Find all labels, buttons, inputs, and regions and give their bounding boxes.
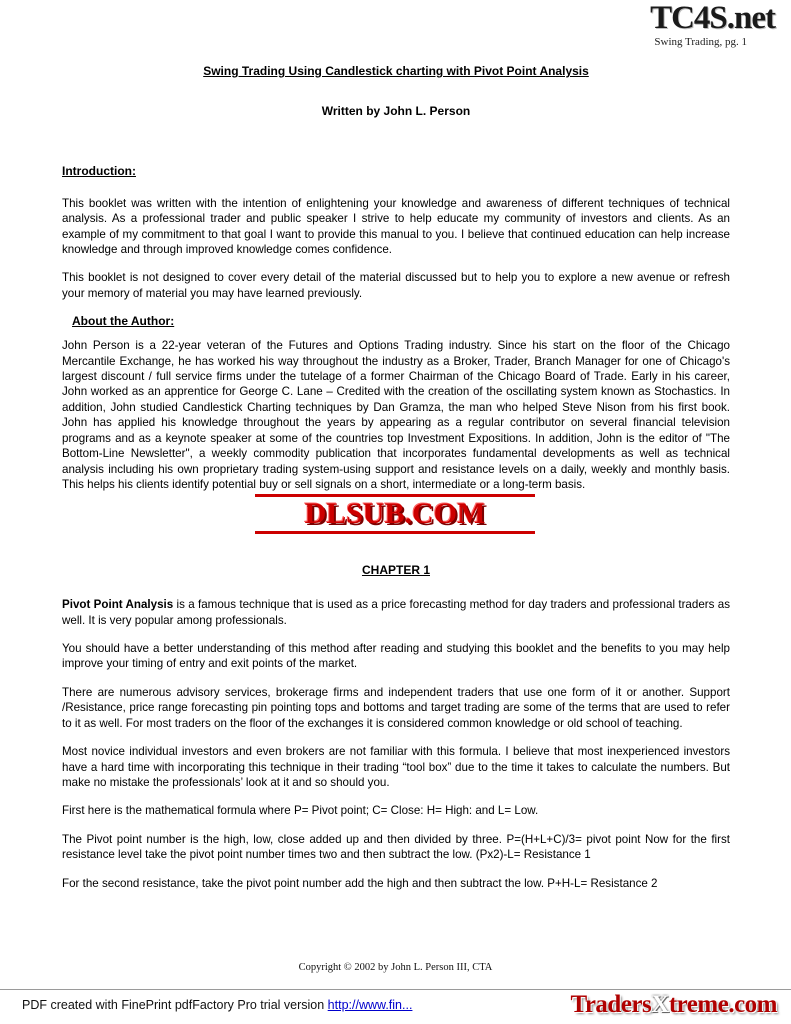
chapter1-paragraph-5: First here is the mathematical formula where P= Pivot point; C= Close: H= High: and L= Low.	[62, 804, 539, 818]
chapter1-paragraph-2: You should have a better understanding of this method after reading and studying this booklet and the benefits to you may help improve your timing of entry and exit points of the market.	[62, 642, 730, 671]
document-body	[62, 64, 730, 904]
page-title: Swing Trading Using Candlestick charting with Pivot Point Analysis	[203, 64, 589, 78]
footer-bar	[0, 989, 791, 1024]
tc4s-brand-text: TC4S.net	[650, 0, 775, 36]
tx-mid: X	[651, 991, 669, 1018]
pdf-notice-text: PDF created with FinePrint pdfFactory Pro trial version	[22, 998, 328, 1012]
pdffactory-link[interactable]: http://www.fin...	[327, 998, 413, 1012]
about-author-heading: About the Author:	[72, 314, 175, 329]
introduction-heading: Introduction:	[62, 163, 136, 178]
chapter1-paragraph-3: There are numerous advisory services, brokerage firms and independent traders that use one form of it or another. Support /Resistance, price range forecasting pin pointing tops and bottoms and target trading are some of the terms that are used to refer to it as well. For most traders on the floor of the exchanges it is considered common knowledge or old school of teaching.	[62, 685, 730, 730]
chapter1-paragraph-6: The Pivot point number is the high, low, close added up and then divided by three. P=(H+L+C)/3= pivot point Now for the first resistance level take the pivot point number times two and then subtract the low. (Px2)-L= Resistance 1	[62, 832, 730, 862]
page-note: Swing Trading, pg. 1	[654, 36, 747, 48]
chapter-heading: CHAPTER 1	[361, 563, 430, 578]
introduction-paragraph-1: This booklet was written with the intention of enlightening your knowledge and awareness of different techniques of technical analysis. As a professional trader and public speaker I strive to help educate my community of investors and clients. As an example of my commitment to that goal I want to provide this manual to you. I believe that continued education can help increase knowledge and through improved knowledge comes confidence.	[62, 196, 730, 257]
chapter1-paragraph-1-rest: is a famous technique that is used as a price forecasting method for day traders and professional traders as well. It is very popular among professionals.	[62, 598, 730, 627]
pivot-point-analysis-term: Pivot Point Analysis	[62, 598, 174, 612]
tx-suffix: treme.com	[668, 991, 777, 1018]
byline: Written by John L. Person	[321, 103, 471, 118]
dlsub-watermark: DLSUB.COM	[255, 494, 535, 534]
tc4s-watermark	[650, 2, 775, 48]
tradersxtreme-watermark	[571, 991, 777, 1019]
copyright-line: Copyright © 2002 by John L. Person III, CTA	[298, 962, 493, 973]
chapter1-paragraph-4: Most novice individual investors and even brokers are not familiar with this formula. I believe that most inexperienced investors have a hard time with incorporating this technique in their trading “tool box” due to the time it takes to calculate the numbers. But make no mistake the professionals’ look at it and so should you.	[62, 745, 730, 789]
pdf-notice	[22, 998, 412, 1012]
chapter1-paragraph-1	[62, 597, 730, 628]
about-author-paragraph: John Person is a 22-year veteran of the Futures and Options Trading industry. Since his start on the floor of the Chicago Mercantile Exchange, he has worked his way throughout the industry as a Broker, Trader, Branch Manager for one of Chicago's largest discount / full service firms under the tutelage of a former Chairman of the Chicago Board of Trade. Early in his career, John worked as an apprentice for George C. Lane – Credited with the creation of the oscillating system known as Stochastics. In addition, John studied Candlestick Charting techniques by Dan Gramza, the man who helped Steve Nison from his first book. John has applied his knowledge throughout the years by appearing as a regular contributor on several financial television programs and as a keynote speaker at some of the countries top Investment Expositions. In addition, John is the editor of "The Bottom-Line Newsletter", a weekly commodity publication that incorporates fundamental developments as well as technical analysis including his own proprietary trading system-using support and resistance levels on a daily, weekly and monthly basis. This helps his clients identify potential buy or sell signals on a short, intermediate or a long-term basis.	[62, 339, 730, 491]
introduction-paragraph-2: This booklet is not designed to cover every detail of the material discussed but to help you to explore a new avenue or refresh your memory of material you may have learned previously.	[62, 271, 730, 300]
tx-prefix: Traders	[570, 991, 652, 1018]
chapter1-paragraph-7: For the second resistance, take the pivot point number add the high and then subtract the low. P+H-L= Resistance 2	[62, 876, 658, 890]
